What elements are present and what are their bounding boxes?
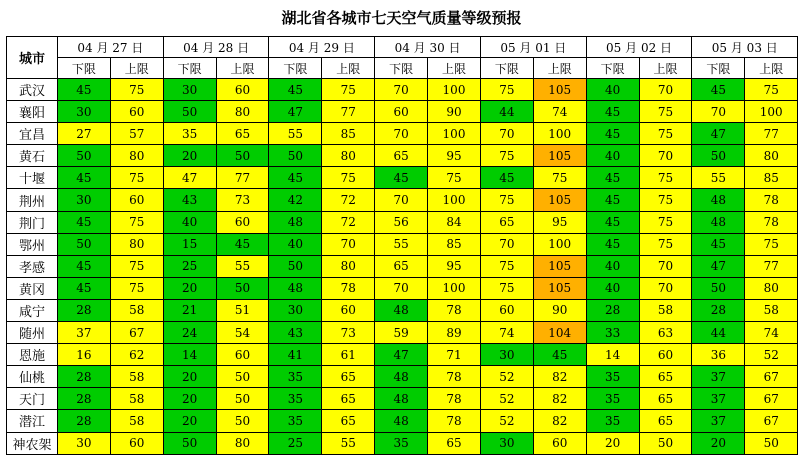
- upper-limit-cell: 50: [216, 145, 269, 167]
- air-quality-table: [6, 36, 798, 455]
- upper-limit-cell: 90: [533, 299, 586, 321]
- lower-limit-cell: 42: [269, 189, 322, 211]
- lower-limit-cell: 70: [375, 277, 428, 299]
- lower-limit-cell: 14: [163, 344, 216, 366]
- upper-limit-cell: 73: [322, 322, 375, 344]
- upper-limit-cell: 70: [639, 277, 692, 299]
- upper-limit-cell: 100: [745, 101, 798, 123]
- lower-limit-cell: 44: [692, 322, 745, 344]
- upper-limit-cell: 78: [745, 211, 798, 233]
- upper-limit-cell: 82: [533, 388, 586, 410]
- lower-limit-cell: 48: [375, 366, 428, 388]
- lower-limit-cell: 45: [692, 79, 745, 101]
- date-header: 05 月 02 日: [586, 37, 692, 58]
- lower-limit-cell: 70: [692, 101, 745, 123]
- lower-limit-cell: 45: [269, 167, 322, 189]
- lower-limit-cell: 37: [58, 322, 111, 344]
- table-row: [7, 79, 798, 101]
- lower-limit-cell: 30: [58, 101, 111, 123]
- upper-limit-cell: 75: [533, 167, 586, 189]
- lower-limit-cell: 45: [480, 167, 533, 189]
- table-row: [7, 432, 798, 454]
- city-name: 咸宁: [7, 299, 58, 321]
- lower-limit-header: 下限: [375, 58, 428, 79]
- upper-limit-cell: 105: [533, 145, 586, 167]
- city-name: 仙桃: [7, 366, 58, 388]
- lower-limit-cell: 45: [586, 189, 639, 211]
- lower-limit-cell: 65: [375, 145, 428, 167]
- table-row: [7, 233, 798, 255]
- lower-limit-cell: 75: [480, 189, 533, 211]
- upper-limit-header: 上限: [639, 58, 692, 79]
- upper-limit-cell: 57: [110, 123, 163, 145]
- upper-limit-cell: 105: [533, 277, 586, 299]
- upper-limit-cell: 75: [110, 277, 163, 299]
- lower-limit-cell: 30: [480, 344, 533, 366]
- city-name: 黄冈: [7, 277, 58, 299]
- upper-limit-cell: 75: [639, 101, 692, 123]
- date-header: 04 月 30 日: [375, 37, 481, 58]
- lower-limit-cell: 37: [692, 410, 745, 432]
- upper-limit-cell: 100: [428, 277, 481, 299]
- table-row: [7, 344, 798, 366]
- lower-limit-cell: 48: [269, 211, 322, 233]
- lower-limit-cell: 35: [586, 410, 639, 432]
- lower-limit-cell: 35: [163, 123, 216, 145]
- lower-limit-cell: 50: [269, 255, 322, 277]
- lower-limit-cell: 45: [586, 123, 639, 145]
- upper-limit-cell: 80: [322, 145, 375, 167]
- upper-limit-cell: 58: [745, 299, 798, 321]
- lower-limit-cell: 52: [480, 410, 533, 432]
- upper-limit-cell: 60: [110, 101, 163, 123]
- upper-limit-cell: 58: [110, 388, 163, 410]
- upper-limit-cell: 100: [428, 123, 481, 145]
- lower-limit-cell: 30: [163, 79, 216, 101]
- upper-limit-cell: 75: [639, 167, 692, 189]
- upper-limit-cell: 75: [322, 79, 375, 101]
- upper-limit-cell: 80: [216, 432, 269, 454]
- lower-limit-cell: 35: [375, 432, 428, 454]
- upper-limit-cell: 65: [322, 366, 375, 388]
- lower-limit-cell: 30: [58, 432, 111, 454]
- city-name: 孝感: [7, 255, 58, 277]
- table-row: [7, 101, 798, 123]
- lower-limit-cell: 50: [269, 145, 322, 167]
- lower-limit-cell: 40: [269, 233, 322, 255]
- upper-limit-cell: 77: [216, 167, 269, 189]
- lower-limit-cell: 65: [480, 211, 533, 233]
- lower-limit-cell: 28: [58, 299, 111, 321]
- lower-limit-cell: 60: [375, 101, 428, 123]
- upper-limit-cell: 80: [322, 255, 375, 277]
- city-column-header: 城市: [7, 37, 58, 79]
- lower-limit-cell: 43: [163, 189, 216, 211]
- upper-limit-cell: 65: [322, 388, 375, 410]
- lower-limit-cell: 35: [269, 388, 322, 410]
- upper-limit-cell: 61: [322, 344, 375, 366]
- lower-limit-cell: 28: [58, 366, 111, 388]
- upper-limit-cell: 63: [639, 322, 692, 344]
- lower-limit-cell: 37: [692, 388, 745, 410]
- city-name: 荆州: [7, 189, 58, 211]
- upper-limit-cell: 73: [216, 189, 269, 211]
- lower-limit-cell: 55: [692, 167, 745, 189]
- header-row-limits: [7, 58, 798, 79]
- lower-limit-cell: 20: [163, 366, 216, 388]
- lower-limit-cell: 43: [269, 322, 322, 344]
- date-header: 04 月 29 日: [269, 37, 375, 58]
- lower-limit-cell: 48: [692, 189, 745, 211]
- upper-limit-cell: 60: [322, 299, 375, 321]
- upper-limit-cell: 55: [322, 432, 375, 454]
- lower-limit-cell: 40: [586, 145, 639, 167]
- date-header: 04 月 27 日: [58, 37, 164, 58]
- upper-limit-header: 上限: [745, 58, 798, 79]
- table-row: [7, 410, 798, 432]
- table-row: [7, 123, 798, 145]
- lower-limit-header: 下限: [692, 58, 745, 79]
- upper-limit-cell: 52: [745, 344, 798, 366]
- lower-limit-cell: 25: [163, 255, 216, 277]
- lower-limit-header: 下限: [269, 58, 322, 79]
- upper-limit-cell: 75: [639, 123, 692, 145]
- upper-limit-cell: 58: [110, 299, 163, 321]
- upper-limit-cell: 60: [110, 432, 163, 454]
- lower-limit-cell: 20: [163, 410, 216, 432]
- city-name: 神农架: [7, 432, 58, 454]
- upper-limit-cell: 60: [216, 211, 269, 233]
- upper-limit-cell: 85: [428, 233, 481, 255]
- lower-limit-cell: 50: [163, 432, 216, 454]
- lower-limit-cell: 28: [58, 410, 111, 432]
- upper-limit-cell: 77: [322, 101, 375, 123]
- lower-limit-cell: 60: [480, 299, 533, 321]
- lower-limit-cell: 47: [163, 167, 216, 189]
- lower-limit-cell: 20: [163, 388, 216, 410]
- city-name: 天门: [7, 388, 58, 410]
- upper-limit-cell: 100: [533, 123, 586, 145]
- upper-limit-cell: 78: [322, 277, 375, 299]
- lower-limit-cell: 45: [58, 79, 111, 101]
- lower-limit-cell: 40: [586, 277, 639, 299]
- upper-limit-cell: 89: [428, 322, 481, 344]
- upper-limit-cell: 58: [639, 299, 692, 321]
- upper-limit-cell: 104: [533, 322, 586, 344]
- city-name: 随州: [7, 322, 58, 344]
- upper-limit-cell: 54: [216, 322, 269, 344]
- city-name: 武汉: [7, 79, 58, 101]
- lower-limit-cell: 52: [480, 366, 533, 388]
- lower-limit-cell: 50: [58, 145, 111, 167]
- upper-limit-cell: 82: [533, 410, 586, 432]
- lower-limit-cell: 75: [480, 145, 533, 167]
- lower-limit-cell: 45: [586, 211, 639, 233]
- upper-limit-cell: 80: [216, 101, 269, 123]
- upper-limit-cell: 75: [322, 167, 375, 189]
- city-name: 宜昌: [7, 123, 58, 145]
- lower-limit-cell: 47: [269, 101, 322, 123]
- upper-limit-cell: 65: [428, 432, 481, 454]
- upper-limit-cell: 105: [533, 189, 586, 211]
- upper-limit-cell: 50: [745, 432, 798, 454]
- lower-limit-cell: 15: [163, 233, 216, 255]
- lower-limit-cell: 35: [269, 410, 322, 432]
- upper-limit-cell: 105: [533, 79, 586, 101]
- upper-limit-cell: 75: [639, 211, 692, 233]
- lower-limit-cell: 20: [692, 432, 745, 454]
- upper-limit-cell: 50: [216, 410, 269, 432]
- table-row: [7, 167, 798, 189]
- upper-limit-header: 上限: [428, 58, 481, 79]
- lower-limit-cell: 44: [480, 101, 533, 123]
- lower-limit-cell: 35: [269, 366, 322, 388]
- upper-limit-cell: 80: [745, 145, 798, 167]
- lower-limit-cell: 50: [692, 277, 745, 299]
- lower-limit-cell: 45: [586, 233, 639, 255]
- upper-limit-cell: 85: [745, 167, 798, 189]
- date-header: 05 月 03 日: [692, 37, 798, 58]
- upper-limit-cell: 70: [639, 145, 692, 167]
- lower-limit-cell: 35: [586, 366, 639, 388]
- upper-limit-cell: 75: [639, 189, 692, 211]
- table-row: [7, 388, 798, 410]
- upper-limit-cell: 75: [639, 233, 692, 255]
- lower-limit-cell: 45: [692, 233, 745, 255]
- upper-limit-cell: 50: [639, 432, 692, 454]
- table-row: [7, 322, 798, 344]
- lower-limit-cell: 74: [480, 322, 533, 344]
- upper-limit-cell: 72: [322, 211, 375, 233]
- lower-limit-cell: 48: [375, 410, 428, 432]
- lower-limit-cell: 55: [375, 233, 428, 255]
- table-row: [7, 366, 798, 388]
- upper-limit-cell: 77: [745, 123, 798, 145]
- upper-limit-cell: 50: [216, 388, 269, 410]
- lower-limit-cell: 20: [163, 277, 216, 299]
- lower-limit-cell: 25: [269, 432, 322, 454]
- upper-limit-cell: 58: [110, 410, 163, 432]
- lower-limit-cell: 75: [480, 255, 533, 277]
- upper-limit-cell: 80: [745, 277, 798, 299]
- table-row: [7, 189, 798, 211]
- lower-limit-cell: 28: [58, 388, 111, 410]
- lower-limit-cell: 47: [692, 123, 745, 145]
- upper-limit-cell: 75: [745, 79, 798, 101]
- upper-limit-cell: 75: [745, 233, 798, 255]
- city-name: 荆门: [7, 211, 58, 233]
- lower-limit-cell: 14: [586, 344, 639, 366]
- lower-limit-cell: 30: [269, 299, 322, 321]
- upper-limit-cell: 70: [639, 255, 692, 277]
- upper-limit-cell: 45: [216, 233, 269, 255]
- lower-limit-cell: 70: [480, 233, 533, 255]
- city-name: 恩施: [7, 344, 58, 366]
- upper-limit-cell: 65: [639, 366, 692, 388]
- lower-limit-cell: 55: [269, 123, 322, 145]
- lower-limit-cell: 75: [480, 277, 533, 299]
- lower-limit-cell: 28: [586, 299, 639, 321]
- lower-limit-cell: 40: [586, 255, 639, 277]
- lower-limit-cell: 48: [375, 299, 428, 321]
- lower-limit-cell: 70: [480, 123, 533, 145]
- date-header: 05 月 01 日: [480, 37, 586, 58]
- lower-limit-cell: 33: [586, 322, 639, 344]
- upper-limit-cell: 74: [533, 101, 586, 123]
- upper-limit-header: 上限: [110, 58, 163, 79]
- upper-limit-cell: 67: [110, 322, 163, 344]
- upper-limit-cell: 60: [216, 79, 269, 101]
- city-name: 潜江: [7, 410, 58, 432]
- upper-limit-cell: 105: [533, 255, 586, 277]
- upper-limit-cell: 82: [533, 366, 586, 388]
- lower-limit-cell: 50: [58, 233, 111, 255]
- upper-limit-cell: 80: [110, 233, 163, 255]
- date-header: 04 月 28 日: [163, 37, 269, 58]
- lower-limit-cell: 36: [692, 344, 745, 366]
- lower-limit-cell: 70: [375, 189, 428, 211]
- upper-limit-cell: 65: [216, 123, 269, 145]
- lower-limit-cell: 35: [586, 388, 639, 410]
- upper-limit-cell: 60: [533, 432, 586, 454]
- upper-limit-cell: 75: [110, 255, 163, 277]
- upper-limit-cell: 78: [428, 388, 481, 410]
- lower-limit-cell: 30: [480, 432, 533, 454]
- lower-limit-cell: 48: [692, 211, 745, 233]
- lower-limit-cell: 45: [58, 277, 111, 299]
- lower-limit-cell: 20: [163, 145, 216, 167]
- lower-limit-cell: 48: [269, 277, 322, 299]
- lower-limit-cell: 45: [58, 211, 111, 233]
- page-title: 湖北省各城市七天空气质量等级预报: [281, 9, 522, 27]
- lower-limit-cell: 45: [58, 255, 111, 277]
- lower-limit-cell: 47: [692, 255, 745, 277]
- upper-limit-cell: 70: [639, 79, 692, 101]
- upper-limit-cell: 67: [745, 410, 798, 432]
- upper-limit-header: 上限: [533, 58, 586, 79]
- upper-limit-cell: 60: [639, 344, 692, 366]
- lower-limit-cell: 70: [375, 79, 428, 101]
- upper-limit-cell: 50: [216, 366, 269, 388]
- header-row-dates: [7, 37, 798, 58]
- upper-limit-cell: 62: [110, 344, 163, 366]
- upper-limit-cell: 95: [533, 211, 586, 233]
- upper-limit-cell: 70: [322, 233, 375, 255]
- lower-limit-cell: 16: [58, 344, 111, 366]
- upper-limit-cell: 50: [216, 277, 269, 299]
- upper-limit-cell: 78: [428, 366, 481, 388]
- lower-limit-cell: 37: [692, 366, 745, 388]
- upper-limit-cell: 80: [110, 145, 163, 167]
- upper-limit-cell: 60: [216, 344, 269, 366]
- upper-limit-header: 上限: [216, 58, 269, 79]
- lower-limit-cell: 45: [269, 79, 322, 101]
- upper-limit-cell: 51: [216, 299, 269, 321]
- upper-limit-cell: 90: [428, 101, 481, 123]
- lower-limit-cell: 47: [375, 344, 428, 366]
- upper-limit-cell: 100: [428, 79, 481, 101]
- lower-limit-cell: 70: [375, 123, 428, 145]
- lower-limit-cell: 40: [163, 211, 216, 233]
- lower-limit-cell: 50: [163, 101, 216, 123]
- upper-limit-cell: 75: [110, 79, 163, 101]
- upper-limit-cell: 100: [533, 233, 586, 255]
- upper-limit-cell: 84: [428, 211, 481, 233]
- upper-limit-cell: 75: [110, 167, 163, 189]
- lower-limit-cell: 24: [163, 322, 216, 344]
- lower-limit-cell: 56: [375, 211, 428, 233]
- upper-limit-cell: 65: [322, 410, 375, 432]
- city-name: 十堰: [7, 167, 58, 189]
- lower-limit-cell: 59: [375, 322, 428, 344]
- lower-limit-cell: 50: [692, 145, 745, 167]
- lower-limit-cell: 45: [375, 167, 428, 189]
- lower-limit-cell: 75: [480, 79, 533, 101]
- lower-limit-header: 下限: [586, 58, 639, 79]
- upper-limit-cell: 45: [533, 344, 586, 366]
- table-row: [7, 145, 798, 167]
- upper-limit-cell: 78: [428, 299, 481, 321]
- upper-limit-cell: 65: [639, 410, 692, 432]
- upper-limit-cell: 55: [216, 255, 269, 277]
- city-name: 黄石: [7, 145, 58, 167]
- upper-limit-cell: 71: [428, 344, 481, 366]
- upper-limit-cell: 100: [428, 189, 481, 211]
- lower-limit-cell: 21: [163, 299, 216, 321]
- lower-limit-cell: 48: [375, 388, 428, 410]
- lower-limit-cell: 27: [58, 123, 111, 145]
- city-name: 鄂州: [7, 233, 58, 255]
- upper-limit-cell: 65: [639, 388, 692, 410]
- upper-limit-cell: 95: [428, 145, 481, 167]
- table-row: [7, 211, 798, 233]
- lower-limit-header: 下限: [480, 58, 533, 79]
- upper-limit-cell: 67: [745, 366, 798, 388]
- city-name: 襄阳: [7, 101, 58, 123]
- lower-limit-cell: 65: [375, 255, 428, 277]
- upper-limit-cell: 72: [322, 189, 375, 211]
- lower-limit-header: 下限: [58, 58, 111, 79]
- upper-limit-header: 上限: [322, 58, 375, 79]
- lower-limit-cell: 41: [269, 344, 322, 366]
- lower-limit-cell: 52: [480, 388, 533, 410]
- upper-limit-cell: 58: [110, 366, 163, 388]
- upper-limit-cell: 78: [745, 189, 798, 211]
- table-row: [7, 299, 798, 321]
- upper-limit-cell: 78: [428, 410, 481, 432]
- upper-limit-cell: 60: [110, 189, 163, 211]
- upper-limit-cell: 77: [745, 255, 798, 277]
- upper-limit-cell: 75: [428, 167, 481, 189]
- table-body: [7, 79, 798, 455]
- lower-limit-cell: 40: [586, 79, 639, 101]
- lower-limit-cell: 45: [586, 167, 639, 189]
- upper-limit-cell: 75: [110, 211, 163, 233]
- table-row: [7, 255, 798, 277]
- upper-limit-cell: 67: [745, 388, 798, 410]
- upper-limit-cell: 95: [428, 255, 481, 277]
- lower-limit-header: 下限: [163, 58, 216, 79]
- lower-limit-cell: 30: [58, 189, 111, 211]
- lower-limit-cell: 28: [692, 299, 745, 321]
- lower-limit-cell: 45: [58, 167, 111, 189]
- lower-limit-cell: 20: [586, 432, 639, 454]
- upper-limit-cell: 85: [322, 123, 375, 145]
- table-row: [7, 277, 798, 299]
- upper-limit-cell: 74: [745, 322, 798, 344]
- lower-limit-cell: 45: [586, 101, 639, 123]
